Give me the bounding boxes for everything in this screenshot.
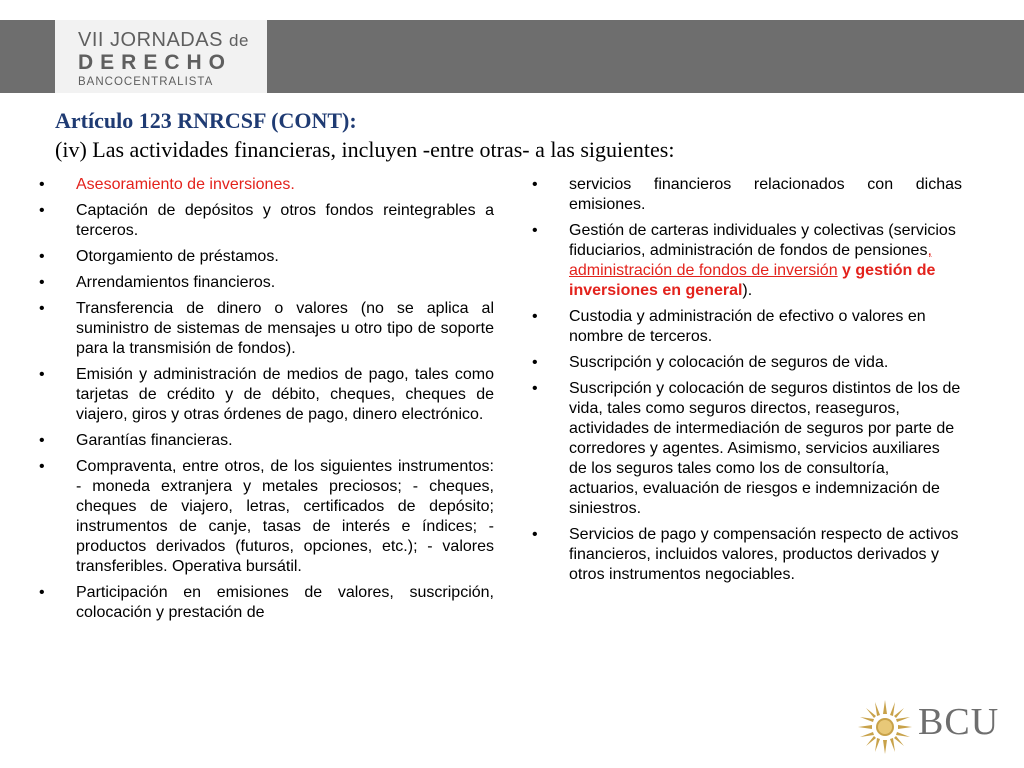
list-item: • Gestión de carteras individuales y colectivas (servicios fiduciarios, administración de fondos de pensiones, administración de fondos de inversión y gestión de inversiones en general). bbox=[532, 222, 956, 299]
slide-title: Artículo 123 RNRCSF (CONT): bbox=[55, 108, 357, 133]
bcu-wordmark: BCU bbox=[918, 701, 1000, 743]
list-item: • Arrendamientos financieros. bbox=[39, 274, 276, 291]
list-item: • servicios financieros relacionados con dichas emisiones. bbox=[532, 176, 962, 213]
logo-line-1: VII JORNADAS de bbox=[78, 29, 249, 51]
list-item: • Transferencia de dinero o valores (no se aplica al suministro de sistemas de mensajes u otro tipo de soporte para la transmisión de fondos). bbox=[39, 300, 494, 357]
list-item: • Asesoramiento de inversiones. bbox=[39, 176, 295, 193]
bullet-icon: • bbox=[39, 274, 45, 291]
list-item: • Participación en emisiones de valores, suscripción, colocación y prestación de bbox=[39, 584, 494, 621]
bullet-icon: • bbox=[532, 308, 538, 325]
bullet-icon: • bbox=[532, 222, 538, 239]
list-item: • Otorgamiento de préstamos. bbox=[39, 248, 279, 265]
bullet-icon: • bbox=[532, 354, 538, 371]
list-item: • Servicios de pago y compensación respecto de activos financieros, incluidos valores, productos derivados y otros instrumentos negociables. bbox=[532, 526, 959, 583]
slide-subtitle: (iv) Las actividades financieras, incluyen -entre otras- a las siguientes: bbox=[55, 137, 675, 162]
logo-line-3: BANCOCENTRALISTA bbox=[78, 76, 214, 88]
bullet-icon: • bbox=[39, 248, 45, 265]
right-bullet-list bbox=[529, 175, 962, 591]
bullet-icon: • bbox=[39, 366, 45, 383]
logo-line-2: DERECHO bbox=[78, 51, 233, 74]
list-item: • Emisión y administración de medios de pago, tales como tarjetas de crédito y de débito, cheques, cheques de viajero, giros y otras órdenes de pago, dinero electrónico. bbox=[39, 366, 494, 423]
bullet-icon: • bbox=[39, 176, 45, 193]
list-item: • Suscripción y colocación de seguros de vida. bbox=[532, 354, 889, 371]
bullet-icon: • bbox=[532, 380, 538, 397]
list-item: • Compraventa, entre otros, de los siguientes instrumentos: - moneda extranjera y metales preciosos; - cheques, cheques de viajero, letras, certificados de depósito; instrumentos de canje, tasas de interés e índices; - productos derivados (futuros, opciones, etc.); - valores transferibles. Operativa bursátil. bbox=[39, 458, 494, 575]
bcu-logo bbox=[855, 690, 1015, 760]
bullet-icon: • bbox=[39, 584, 45, 601]
highlight-text: , administración de fondos de inversión bbox=[569, 242, 932, 279]
left-bullet-list bbox=[36, 175, 494, 629]
bullet-icon: • bbox=[39, 202, 45, 219]
list-item: • Suscripción y colocación de seguros distintos de los de vida, tales como seguros directos, reaseguros, actividades de intermediación de seguros por parte de corredores y agentes. Asimismo, servicios auxiliares de los seguros tales como los de consultoría, actuarios, evaluación de riesgos e indemnización de siniestros. bbox=[532, 380, 961, 517]
bullet-icon: • bbox=[532, 176, 538, 193]
highlight-text: y gestión de inversiones en general bbox=[569, 262, 936, 299]
list-item: • Captación de depósitos y otros fondos reintegrables a terceros. bbox=[39, 202, 494, 239]
bullet-icon: • bbox=[39, 458, 45, 475]
sun-icon bbox=[858, 700, 912, 754]
list-item: • Garantías financieras. bbox=[39, 432, 233, 449]
list-item: • Custodia y administración de efectivo o valores en nombre de terceros. bbox=[532, 308, 926, 345]
bullet-icon: • bbox=[39, 432, 45, 449]
bullet-icon: • bbox=[39, 300, 45, 317]
bullet-icon: • bbox=[532, 526, 538, 543]
event-logo bbox=[55, 20, 267, 93]
